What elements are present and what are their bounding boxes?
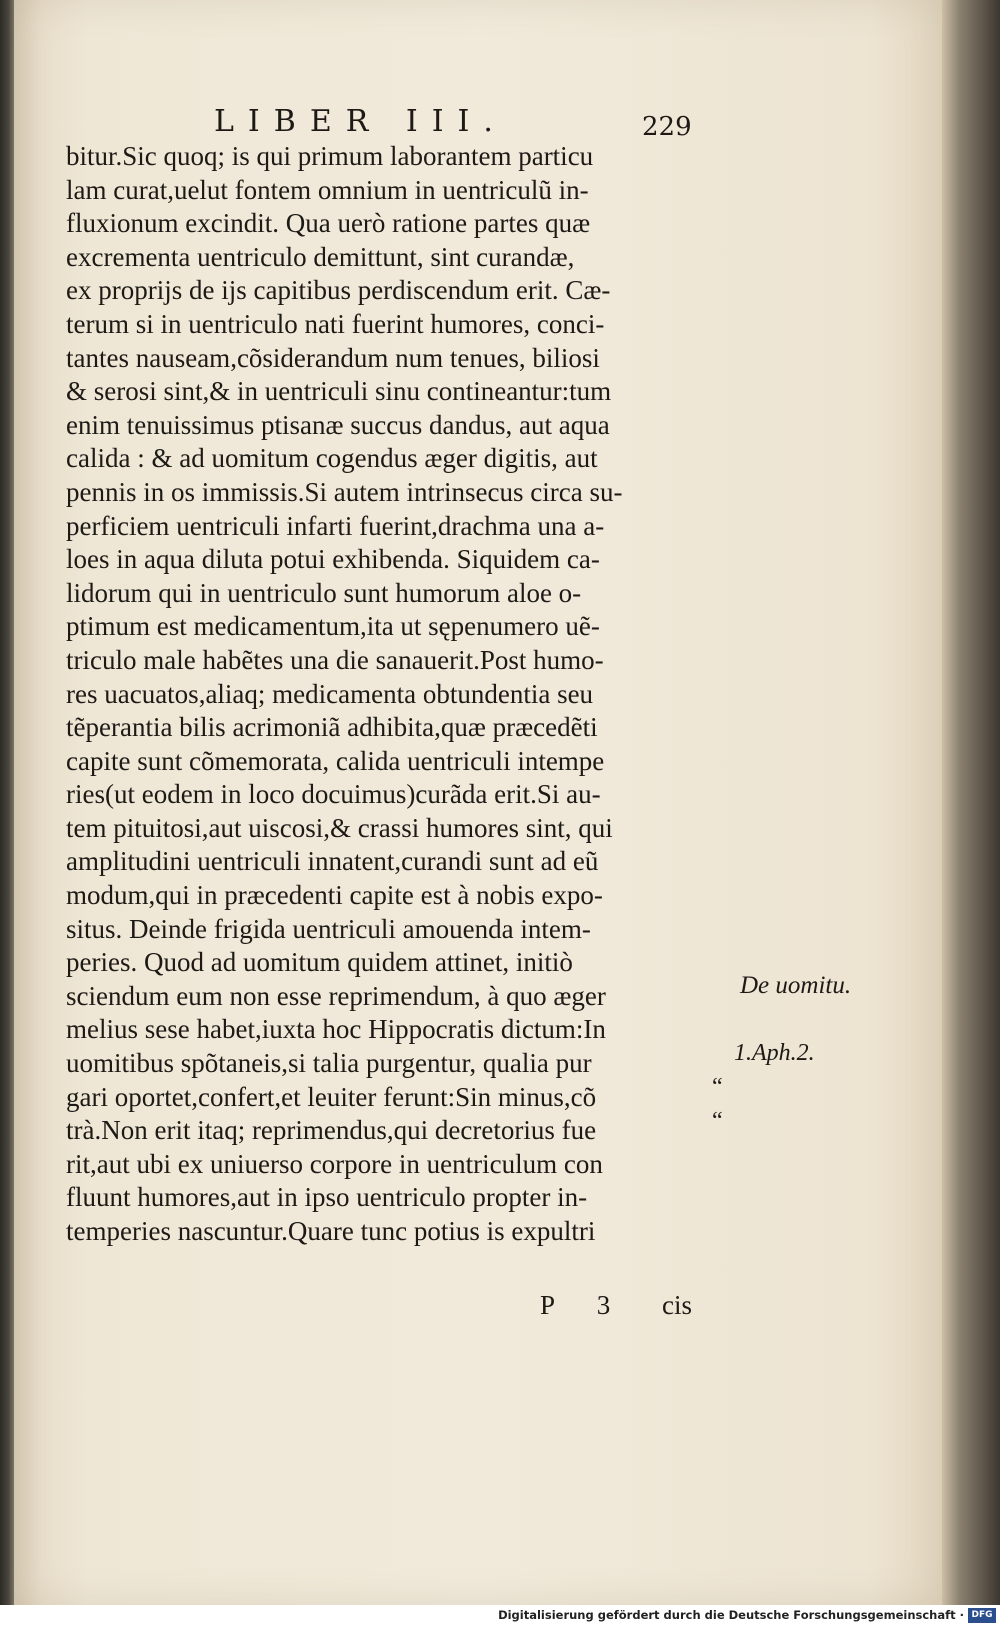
- text-line: res uacuatos,aliaq; medicamenta obtundentia seu: [66, 678, 594, 709]
- text-line: trà.Non erit itaq; reprimendus,qui decretorius fue: [66, 1115, 597, 1146]
- margin-note-heading: De uomitu.: [740, 972, 852, 999]
- text-line: triculo male habẽtes una die sanauerit.Post humo-: [66, 644, 604, 675]
- text-line: peries. Quod ad uomitum quidem attinet, initiò: [66, 947, 573, 978]
- funding-credit: Digitalisierung gefördert durch die Deutsche Forschungsgemeinschaft ·: [498, 1608, 964, 1622]
- quotation-mark: “: [712, 1108, 723, 1134]
- text-line: amplitudini uentriculi innatent,curandi sunt ad eũ: [66, 846, 599, 877]
- text-line: tantes nauseam,cõsiderandum num tenues, biliosi: [66, 342, 600, 373]
- text-line: excrementa uentriculo demittunt, sint curandæ,: [66, 241, 575, 272]
- text-line: pennis in os immissis.Si autem intrinsecus circa su-: [66, 476, 623, 507]
- running-head: LIBER III.: [214, 104, 507, 139]
- text-line: tem pituitosi,aut uiscosi,& crassi humores sint, qui: [66, 812, 613, 843]
- scan-right-edge: [942, 0, 1000, 1605]
- text-line: ries(ut eodem in loco docuimus)curãda erit.Si au-: [66, 779, 601, 810]
- text-line: bitur.Sic quoq; is qui primum laborantem particu: [66, 141, 594, 171]
- text-line: fluunt humores,aut in ipso uentriculo propter in-: [66, 1182, 588, 1213]
- text-line: situs. Deinde frigida uentriculi amouenda intem-: [66, 913, 591, 944]
- text-line: ex proprijs de ijs capitibus perdiscendum erit. Cæ-: [66, 275, 611, 306]
- catchword: cis: [662, 1290, 692, 1320]
- margin-note-reference: 1.Aph.2.: [734, 1040, 815, 1066]
- book-page: [14, 0, 942, 1605]
- text-line: rit,aut ubi ex uniuerso corpore in uentriculum con: [66, 1148, 603, 1179]
- text-line: capite sunt cõmemorata, calida uentriculi intempe: [66, 745, 605, 776]
- text-line: temperies nascuntur.Quare tunc potius is expultri: [66, 1216, 596, 1246]
- text-line: loes in aqua diluta potui exhibenda. Siquidem ca-: [66, 544, 600, 575]
- scan-left-edge: [0, 0, 14, 1605]
- text-line: melius sese habet,iuxta hoc Hippocratis dictum:In: [66, 1014, 606, 1045]
- main-text: [66, 140, 704, 1249]
- text-line: & serosi sint,& in uentriculi sinu contineantur:tum: [66, 376, 612, 407]
- text-line: ptimum est medicamentum,ita ut sępenumero uẽ-: [66, 611, 600, 642]
- text-line: gari oportet,confert,et leuiter ferunt:Sin minus,cõ: [66, 1081, 597, 1112]
- text-line: uomitibus spõtaneis,si talia purgentur, qualia pur: [66, 1048, 592, 1079]
- signature-mark: P 3: [540, 1290, 629, 1320]
- quotation-mark: “: [712, 1074, 723, 1100]
- page-number: 229: [642, 112, 692, 142]
- footer-bar: [0, 1605, 1000, 1627]
- text-line: fluxionum excindit. Qua uerò ratione partes quæ: [66, 208, 591, 239]
- text-line: modum,qui in præcedenti capite est à nobis expo-: [66, 880, 603, 911]
- text-line: lidorum qui in uentriculo sunt humorum aloe o-: [66, 577, 582, 608]
- text-line: lam curat,uelut fontem omnium in uentriculũ in-: [66, 174, 589, 205]
- text-line: perficiem uentriculi infarti fuerint,drachma una a-: [66, 510, 605, 541]
- text-line: tẽperantia bilis acrimoniã adhibita,quæ præcedẽti: [66, 712, 598, 743]
- dfg-logo: DFG: [968, 1608, 996, 1623]
- text-line: calida : & ad uomitum cogendus æger digitis, aut: [66, 443, 598, 474]
- text-line: sciendum eum non esse reprimendum, à quo æger: [66, 980, 606, 1011]
- text-line: enim tenuissimus ptisanæ succus dandus, aut aqua: [66, 409, 610, 440]
- text-line: terum si in uentriculo nati fuerint humores, conci-: [66, 308, 605, 339]
